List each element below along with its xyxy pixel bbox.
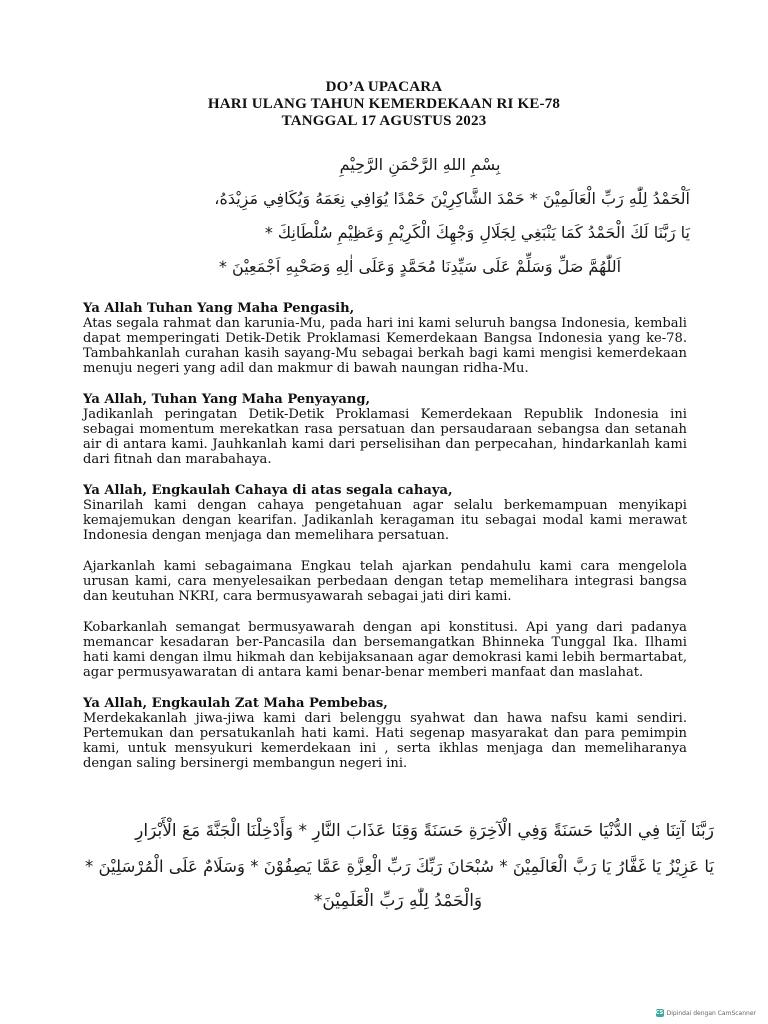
header-title: DO’A UPACARA [325, 79, 443, 95]
paragraph [83, 696, 687, 771]
paragraph-heading: Ya Allah, Engkaulah Zat Maha Pembebas, [83, 696, 388, 711]
arabic-line: وَالْحَمْدُ لِلّٰهِ رَبِّ الْعَلَمِيْنَ* [313, 891, 483, 911]
paragraph [83, 392, 687, 467]
paragraph [83, 559, 687, 604]
paragraph-heading: Ya Allah, Engkaulah Cahaya di atas segala cahaya, [83, 483, 453, 498]
paragraph [83, 620, 687, 680]
arabic-line: اَللّٰهُمَّ صَلِّ وَسَلِّمْ عَلَى سَيِّدِنَا مُحَمَّدٍ وَعَلَى اٰلِهِ وَصَحْبِهِ اَجْمَعِيْنَ * [218, 257, 622, 276]
paragraph-text: Merdekakanlah jiwa-jiwa kami dari belenggu syahwat dan hawa nafsu kami sendiri. Pertemukan dan persatukanlah hati kami. Hati segenap masyarakat dan para pemimpin kami, untuk mensyukuri kemerdekaan ini , serta ikhlas menjaga dan memeliharanya dengan saling bersinergi membangun negeri ini. [83, 711, 687, 771]
paragraph-text: Jadikanlah peringatan Detik-Detik Proklamasi Kemerdekaan Republik Indonesia ini sebagai momentum merekatkan rasa persatuan dan persaudaraan sebangsa dan setanah air di antara kami. Jauhkanlah kami dari perselisihan dan perpecahan, hindarkanlah kami dari fitnah dan marabahaya. [83, 407, 687, 467]
scanner-watermark [656, 1009, 756, 1017]
arabic-closing-prayer [82, 814, 714, 919]
paragraph-heading: Ya Allah, Tuhan Yang Maha Penyayang, [83, 392, 371, 407]
paragraph-text: Ajarkanlah kami sebagaimana Engkau telah ajarkan pendahulu kami cara mengelola urusan kami, cara menyelesaikan perbedaan dengan tetap memelihara integrasi bangsa dan keutuhan NKRI, cara bermusyawarah sebagai jati diri kami. [83, 559, 687, 604]
paragraph-text: Kobarkanlah semangat bermusyawarah dengan api konstitusi. Api yang dari padanya memancar kesadaran ber-Pancasila dan bersemangatkan Bhinneka Tunggal Ika. Ilhami hati kami dengan ilmu hikmah dan kebijaksanaan agar demokrasi kami lebih bermartabat, agar permusyawaratan di antara kami benar-benar memberi manfaat dan maslahat. [83, 620, 687, 680]
arabic-opening-prayer [150, 148, 690, 284]
arabic-basmala: بِسْمِ اللهِ الرَّحْمَنِ الرَّحِيْمِ [339, 155, 501, 174]
arabic-line: رَبَّنَا آتِنَا فِي الدُّنْيَا حَسَنَةً وَفِي الْآخِرَةِ حَسَنَةً وَقِنَا عَذَابَ النَّارِ * وَأَدْخِلْنَا الْجَنَّةَ مَعَ الْأَبْرَارِ [135, 821, 714, 841]
paragraph [83, 483, 687, 543]
prayer-body [83, 301, 687, 787]
header-subtitle: HARI ULANG TAHUN KEMERDEKAAN RI KE-78 [207, 96, 561, 112]
paragraph [83, 301, 687, 376]
arabic-line: اَلْحَمْدُ لِلّٰهِ رَبِّ الْعَالَمِيْنَ * حَمْدَ الشَّاكِرِيْنَ حَمْدًا يُوَافِي نِعَمَهُ وَيُكَافِي مَزِيْدَهُ، [214, 189, 690, 208]
paragraph-text: Sinarilah kami dengan cahaya pengetahuan agar selalu berkemampuan menyikapi kemajemukan dengan kearifan. Jadikanlah keragaman itu sebagai modal kami merawat Indonesia dengan menjaga dan memelihara persatuan. [83, 498, 687, 543]
header-date: TANGGAL 17 AGUSTUS 2023 [281, 113, 487, 129]
arabic-line: يَا عَزِيْزُ يَا غَفَّارُ يَا رَبَّ الْعَالَمِيْنَ * سُبْحَانَ رَبِّكَ رَبِّ الْعِزَّةِ عَمَّا يَصِفُوْنَ * وَسَلَامٌ عَلَى الْمُرْسَلِيْنَ * [84, 857, 714, 876]
paragraph-text: Atas segala rahmat dan karunia-Mu, pada hari ini kami seluruh bangsa Indonesia, kembali dapat memperingati Detik-Detik Proklamasi Kemerdekaan Bangsa Indonesia yang ke-78. Tambahkanlah curahan kasih sayang-Mu sebagai berkah bagi kami mengisi kemerdekaan menuju negeri yang adil dan makmur di bawah naungan ridha-Mu. [83, 316, 687, 376]
camscanner-icon: CS [655, 1010, 664, 1016]
arabic-line: يَا رَبَّنَا لَكَ الْحَمْدُ كَمَا يَنْبَغِي لِجَلَالِ وَجْهِكَ الْكَرِيْمِ وَعَظِيْمِ سُلْطَانِكَ * [264, 223, 690, 242]
paragraph-heading: Ya Allah Tuhan Yang Maha Pengasih, [83, 301, 355, 316]
watermark-text: Dipindai dengan CamScanner [666, 1009, 756, 1017]
document-header [0, 79, 768, 130]
